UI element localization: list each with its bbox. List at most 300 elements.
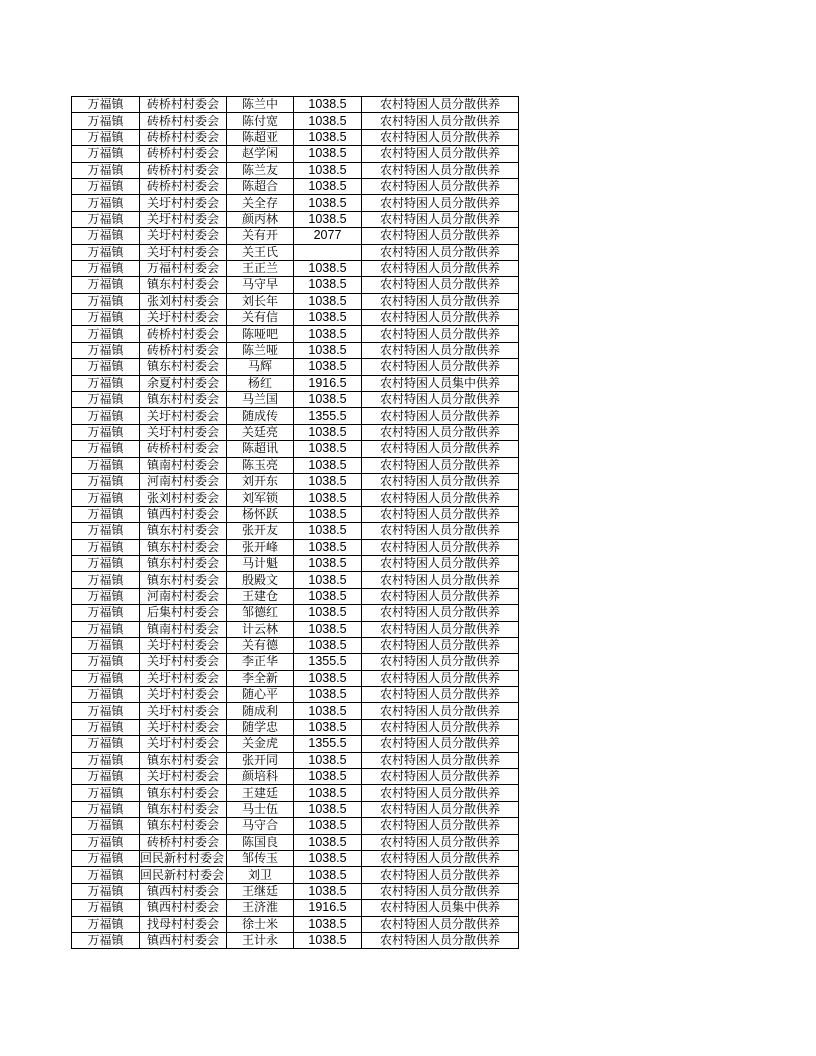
village-committee-cell: 镇西村村委会 [140,883,227,899]
support-type-cell: 农村特困人员分散供养 [362,195,519,211]
name-cell: 殷殿文 [227,572,294,588]
village-committee-cell: 镇东村村委会 [140,555,227,571]
town-cell: 万福镇 [72,490,140,506]
table-row [72,687,519,703]
amount-cell: 1038.5 [294,867,362,883]
town-cell: 万福镇 [72,932,140,948]
village-committee-cell: 砖桥村村委会 [140,146,227,162]
support-type-cell: 农村特困人员分散供养 [362,392,519,408]
town-cell: 万福镇 [72,441,140,457]
support-type-cell: 农村特困人员分散供养 [362,621,519,637]
town-cell: 万福镇 [72,424,140,440]
town-cell: 万福镇 [72,752,140,768]
amount-cell: 1038.5 [294,572,362,588]
table-row [72,293,519,309]
support-type-cell: 农村特困人员分散供养 [362,818,519,834]
support-type-cell: 农村特困人员分散供养 [362,588,519,604]
table-row [72,834,519,850]
amount-cell: 1038.5 [294,670,362,686]
amount-cell: 1038.5 [294,490,362,506]
table-row [72,752,519,768]
table-row [72,359,519,375]
village-committee-cell: 镇东村村委会 [140,523,227,539]
table-row [72,342,519,358]
name-cell: 陈兰中 [227,97,294,113]
amount-cell: 1038.5 [294,326,362,342]
support-type-cell: 农村特困人员分散供养 [362,867,519,883]
table-row [72,457,519,473]
table-row [72,97,519,113]
village-committee-cell: 镇东村村委会 [140,392,227,408]
name-cell: 陈兰友 [227,162,294,178]
town-cell: 万福镇 [72,555,140,571]
name-cell: 赵学闲 [227,146,294,162]
support-type-cell: 农村特困人员分散供养 [362,424,519,440]
amount-cell: 1038.5 [294,457,362,473]
amount-cell: 1355.5 [294,408,362,424]
town-cell: 万福镇 [72,277,140,293]
village-committee-cell: 回民新村村委会 [140,867,227,883]
table-row [72,703,519,719]
amount-cell: 1038.5 [294,424,362,440]
support-type-cell: 农村特困人员分散供养 [362,244,519,260]
name-cell: 陈超合 [227,178,294,194]
name-cell: 马计魁 [227,555,294,571]
town-cell: 万福镇 [72,769,140,785]
support-type-cell: 农村特困人员分散供养 [362,473,519,489]
support-type-cell: 农村特困人员分散供养 [362,769,519,785]
town-cell: 万福镇 [72,359,140,375]
amount-cell: 1038.5 [294,359,362,375]
village-committee-cell: 关圩村村委会 [140,310,227,326]
name-cell: 关有德 [227,637,294,653]
town-cell: 万福镇 [72,539,140,555]
name-cell: 杨怀跃 [227,506,294,522]
amount-cell: 1038.5 [294,752,362,768]
town-cell: 万福镇 [72,113,140,129]
village-committee-cell: 关圩村村委会 [140,195,227,211]
name-cell: 关有开 [227,228,294,244]
table-row [72,539,519,555]
name-cell: 陈玉亮 [227,457,294,473]
amount-cell: 1038.5 [294,129,362,145]
village-committee-cell: 河南村村委会 [140,473,227,489]
support-type-cell: 农村特困人员分散供养 [362,277,519,293]
town-cell: 万福镇 [72,392,140,408]
amount-cell: 1038.5 [294,277,362,293]
table-row [72,654,519,670]
town-cell: 万福镇 [72,867,140,883]
name-cell: 关廷亮 [227,424,294,440]
town-cell: 万福镇 [72,310,140,326]
name-cell: 随心平 [227,687,294,703]
support-type-cell: 农村特困人员分散供养 [362,113,519,129]
town-cell: 万福镇 [72,146,140,162]
table-row [72,523,519,539]
support-type-cell: 农村特困人员分散供养 [362,850,519,866]
support-type-cell: 农村特困人员分散供养 [362,752,519,768]
support-type-cell: 农村特困人员集中供养 [362,375,519,391]
name-cell: 马辉 [227,359,294,375]
town-cell: 万福镇 [72,801,140,817]
amount-cell: 1038.5 [294,769,362,785]
village-committee-cell: 张刘村村委会 [140,490,227,506]
name-cell: 陈付宽 [227,113,294,129]
support-type-cell: 农村特困人员分散供养 [362,637,519,653]
amount-cell: 1038.5 [294,719,362,735]
village-committee-cell: 镇东村村委会 [140,539,227,555]
town-cell: 万福镇 [72,211,140,227]
amount-cell: 1038.5 [294,834,362,850]
town-cell: 万福镇 [72,506,140,522]
amount-cell: 1038.5 [294,555,362,571]
town-cell: 万福镇 [72,293,140,309]
amount-cell: 1038.5 [294,785,362,801]
name-cell: 徐士米 [227,916,294,932]
amount-cell: 1038.5 [294,703,362,719]
amount-cell: 1038.5 [294,539,362,555]
town-cell: 万福镇 [72,97,140,113]
village-committee-cell: 关圩村村委会 [140,703,227,719]
village-committee-cell: 砖桥村村委会 [140,326,227,342]
town-cell: 万福镇 [72,687,140,703]
support-type-cell: 农村特困人员分散供养 [362,883,519,899]
support-type-cell: 农村特困人员分散供养 [362,326,519,342]
name-cell: 计云林 [227,621,294,637]
support-type-cell: 农村特困人员分散供养 [362,605,519,621]
support-type-cell: 农村特困人员分散供养 [362,736,519,752]
town-cell: 万福镇 [72,326,140,342]
support-type-cell: 农村特困人员分散供养 [362,228,519,244]
name-cell: 王正兰 [227,260,294,276]
town-cell: 万福镇 [72,605,140,621]
table-row [72,490,519,506]
amount-cell: 1038.5 [294,310,362,326]
support-type-cell: 农村特困人员分散供养 [362,260,519,276]
amount-cell: 1916.5 [294,375,362,391]
village-committee-cell: 关圩村村委会 [140,244,227,260]
support-type-cell: 农村特困人员分散供养 [362,506,519,522]
name-cell: 关王氏 [227,244,294,260]
village-committee-cell: 回民新村村委会 [140,850,227,866]
village-committee-cell: 余夏村村委会 [140,375,227,391]
name-cell: 邹传玉 [227,850,294,866]
name-cell: 陈兰哑 [227,342,294,358]
name-cell: 李全新 [227,670,294,686]
village-committee-cell: 关圩村村委会 [140,424,227,440]
village-committee-cell: 砖桥村村委会 [140,441,227,457]
town-cell: 万福镇 [72,375,140,391]
name-cell: 马兰国 [227,392,294,408]
town-cell: 万福镇 [72,342,140,358]
table-row [72,900,519,916]
name-cell: 马守合 [227,818,294,834]
support-type-cell: 农村特困人员分散供养 [362,359,519,375]
town-cell: 万福镇 [72,162,140,178]
town-cell: 万福镇 [72,572,140,588]
table-row [72,637,519,653]
amount-cell: 1038.5 [294,260,362,276]
support-type-cell: 农村特困人员分散供养 [362,146,519,162]
village-committee-cell: 砖桥村村委会 [140,129,227,145]
table-row [72,801,519,817]
support-type-cell: 农村特困人员分散供养 [362,834,519,850]
amount-cell: 1038.5 [294,687,362,703]
support-type-cell: 农村特困人员分散供养 [362,785,519,801]
table-row [72,867,519,883]
village-committee-cell: 关圩村村委会 [140,211,227,227]
town-cell: 万福镇 [72,736,140,752]
table-row [72,473,519,489]
name-cell: 刘开东 [227,473,294,489]
support-type-cell: 农村特困人员分散供养 [362,162,519,178]
name-cell: 陈超亚 [227,129,294,145]
name-cell: 王计永 [227,932,294,948]
table-row [72,818,519,834]
table-row [72,260,519,276]
town-cell: 万福镇 [72,703,140,719]
village-committee-cell: 镇东村村委会 [140,572,227,588]
town-cell: 万福镇 [72,260,140,276]
support-type-cell: 农村特困人员分散供养 [362,687,519,703]
table-row [72,441,519,457]
name-cell: 颜丙林 [227,211,294,227]
name-cell: 马士伍 [227,801,294,817]
name-cell: 李正华 [227,654,294,670]
village-committee-cell: 镇西村村委会 [140,900,227,916]
village-committee-cell: 关圩村村委会 [140,736,227,752]
table-row [72,916,519,932]
support-type-cell: 农村特困人员分散供养 [362,408,519,424]
name-cell: 王建仓 [227,588,294,604]
amount-cell: 1038.5 [294,441,362,457]
amount-cell: 1355.5 [294,654,362,670]
table-row [72,129,519,145]
name-cell: 刘军锁 [227,490,294,506]
table-row [72,195,519,211]
town-cell: 万福镇 [72,916,140,932]
village-committee-cell: 镇西村村委会 [140,506,227,522]
support-type-cell: 农村特困人员分散供养 [362,703,519,719]
support-type-cell: 农村特困人员分散供养 [362,654,519,670]
table-row [72,506,519,522]
support-type-cell: 农村特困人员分散供养 [362,490,519,506]
support-type-cell: 农村特困人员分散供养 [362,539,519,555]
support-type-cell: 农村特困人员分散供养 [362,555,519,571]
village-committee-cell: 砖桥村村委会 [140,97,227,113]
amount-cell: 1916.5 [294,900,362,916]
table-row [72,211,519,227]
town-cell: 万福镇 [72,850,140,866]
name-cell: 关金虎 [227,736,294,752]
village-committee-cell: 关圩村村委会 [140,719,227,735]
table-row [72,326,519,342]
support-type-cell: 农村特困人员分散供养 [362,916,519,932]
village-committee-cell: 找母村村委会 [140,916,227,932]
support-type-cell: 农村特困人员集中供养 [362,900,519,916]
town-cell: 万福镇 [72,473,140,489]
village-committee-cell: 镇东村村委会 [140,359,227,375]
village-committee-cell: 关圩村村委会 [140,637,227,653]
support-type-cell: 农村特困人员分散供养 [362,293,519,309]
table-row [72,785,519,801]
table-row [72,555,519,571]
village-committee-cell: 河南村村委会 [140,588,227,604]
town-cell: 万福镇 [72,457,140,473]
table-row [72,178,519,194]
table-row [72,736,519,752]
name-cell: 王济淮 [227,900,294,916]
amount-cell: 1038.5 [294,588,362,604]
table-body [72,97,519,949]
village-committee-cell: 关圩村村委会 [140,654,227,670]
table-row [72,850,519,866]
support-type-cell: 农村特困人员分散供养 [362,310,519,326]
village-committee-cell: 关圩村村委会 [140,769,227,785]
amount-cell: 1038.5 [294,883,362,899]
amount-cell: 1038.5 [294,392,362,408]
amount-cell: 1038.5 [294,818,362,834]
amount-cell: 1038.5 [294,195,362,211]
town-cell: 万福镇 [72,654,140,670]
village-committee-cell: 后集村村委会 [140,605,227,621]
amount-cell: 1038.5 [294,850,362,866]
support-type-cell: 农村特困人员分散供养 [362,178,519,194]
amount-cell: 1038.5 [294,605,362,621]
village-committee-cell: 镇东村村委会 [140,277,227,293]
town-cell: 万福镇 [72,178,140,194]
table-row [72,588,519,604]
table-row [72,769,519,785]
village-committee-cell: 张刘村村委会 [140,293,227,309]
name-cell: 刘卫 [227,867,294,883]
table-row [72,424,519,440]
town-cell: 万福镇 [72,523,140,539]
support-type-cell: 农村特困人员分散供养 [362,523,519,539]
amount-cell: 1038.5 [294,637,362,653]
town-cell: 万福镇 [72,408,140,424]
name-cell: 关有信 [227,310,294,326]
name-cell: 刘长年 [227,293,294,309]
village-committee-cell: 关圩村村委会 [140,228,227,244]
table-row [72,605,519,621]
support-type-cell: 农村特困人员分散供养 [362,97,519,113]
name-cell: 陈哑吧 [227,326,294,342]
town-cell: 万福镇 [72,129,140,145]
table-row [72,162,519,178]
village-committee-cell: 镇东村村委会 [140,785,227,801]
support-type-cell: 农村特困人员分散供养 [362,801,519,817]
amount-cell: 1038.5 [294,916,362,932]
village-committee-cell: 镇西村村委会 [140,932,227,948]
name-cell: 杨红 [227,375,294,391]
amount-cell: 1038.5 [294,342,362,358]
support-type-cell: 农村特困人员分散供养 [362,441,519,457]
village-committee-cell: 砖桥村村委会 [140,113,227,129]
town-cell: 万福镇 [72,637,140,653]
table-row [72,392,519,408]
table-row [72,310,519,326]
village-committee-cell: 镇南村村委会 [140,457,227,473]
town-cell: 万福镇 [72,621,140,637]
table-row [72,621,519,637]
town-cell: 万福镇 [72,834,140,850]
village-committee-cell: 关圩村村委会 [140,408,227,424]
table-row [72,375,519,391]
name-cell: 马守早 [227,277,294,293]
table-row [72,719,519,735]
town-cell: 万福镇 [72,228,140,244]
town-cell: 万福镇 [72,244,140,260]
name-cell: 王继廷 [227,883,294,899]
support-type-cell: 农村特困人员分散供养 [362,572,519,588]
village-committee-cell: 关圩村村委会 [140,670,227,686]
name-cell: 陈国良 [227,834,294,850]
town-cell: 万福镇 [72,900,140,916]
support-type-cell: 农村特困人员分散供养 [362,342,519,358]
amount-cell: 1038.5 [294,211,362,227]
name-cell: 陈超讯 [227,441,294,457]
support-type-cell: 农村特困人员分散供养 [362,129,519,145]
town-cell: 万福镇 [72,818,140,834]
data-table [71,96,519,949]
amount-cell: 1038.5 [294,932,362,948]
amount-cell: 1038.5 [294,113,362,129]
table-row [72,408,519,424]
amount-cell: 1038.5 [294,473,362,489]
amount-cell: 1038.5 [294,621,362,637]
village-committee-cell: 砖桥村村委会 [140,162,227,178]
village-committee-cell: 镇东村村委会 [140,752,227,768]
village-committee-cell: 关圩村村委会 [140,687,227,703]
table-row [72,572,519,588]
table-row [72,932,519,948]
name-cell: 颜培科 [227,769,294,785]
town-cell: 万福镇 [72,785,140,801]
support-type-cell: 农村特困人员分散供养 [362,670,519,686]
town-cell: 万福镇 [72,670,140,686]
table-row [72,883,519,899]
amount-cell: 1038.5 [294,506,362,522]
table-row [72,146,519,162]
village-committee-cell: 砖桥村村委会 [140,834,227,850]
village-committee-cell: 镇南村村委会 [140,621,227,637]
support-type-cell: 农村特困人员分散供养 [362,932,519,948]
village-committee-cell: 砖桥村村委会 [140,178,227,194]
table-row [72,244,519,260]
amount-cell: 1038.5 [294,801,362,817]
village-committee-cell: 镇东村村委会 [140,818,227,834]
village-committee-cell: 镇东村村委会 [140,801,227,817]
amount-cell: 2077 [294,228,362,244]
amount-cell: 1038.5 [294,523,362,539]
amount-cell: 1355.5 [294,736,362,752]
support-type-cell: 农村特困人员分散供养 [362,457,519,473]
name-cell: 张开友 [227,523,294,539]
support-type-cell: 农村特困人员分散供养 [362,719,519,735]
name-cell: 随成传 [227,408,294,424]
amount-cell [294,244,362,260]
town-cell: 万福镇 [72,588,140,604]
name-cell: 随成利 [227,703,294,719]
amount-cell: 1038.5 [294,293,362,309]
village-committee-cell: 砖桥村村委会 [140,342,227,358]
name-cell: 张开同 [227,752,294,768]
table-row [72,670,519,686]
amount-cell: 1038.5 [294,178,362,194]
amount-cell: 1038.5 [294,162,362,178]
amount-cell: 1038.5 [294,97,362,113]
